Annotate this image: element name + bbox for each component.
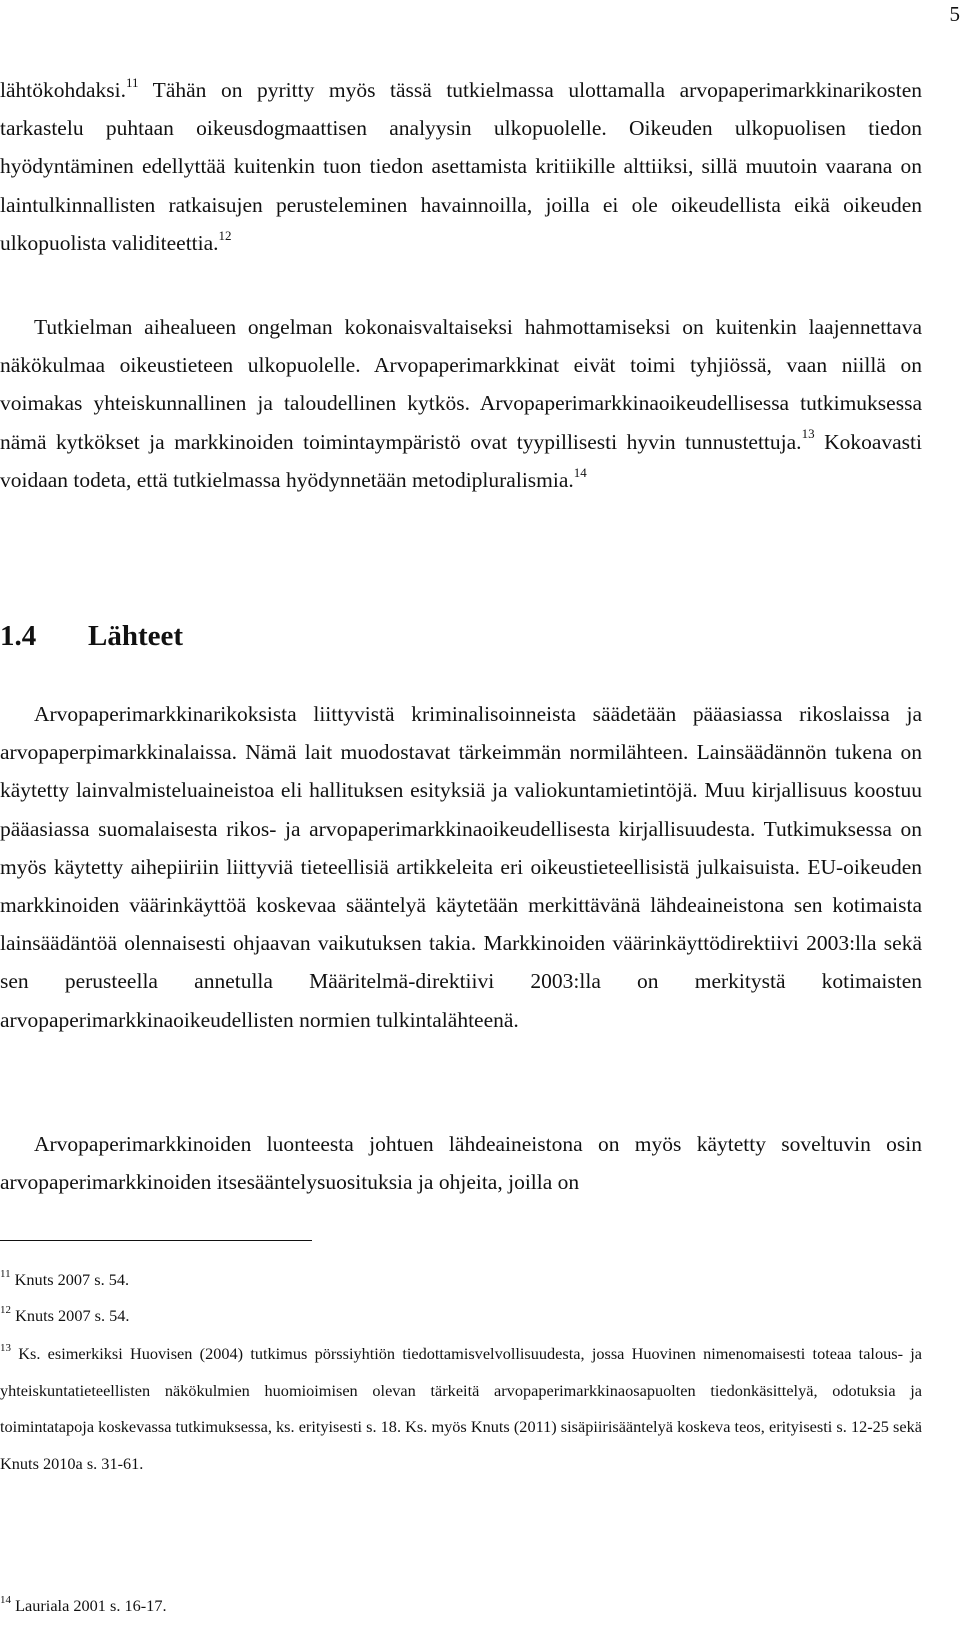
footnote-mark: 13 [0,1341,11,1354]
footnote-mark: 12 [0,1303,11,1316]
footnote-ref-12[interactable]: 12 [218,227,232,243]
paragraph-methodology-1 [0,71,922,262]
footnote-text: Knuts 2007 s. 54. [10,1270,130,1289]
footnote-mark: 14 [0,1593,11,1606]
footnote-11 [0,1262,922,1299]
footnote-mark: 11 [0,1267,11,1280]
section-title: Lähteet [88,620,184,652]
footnote-text: Lauriala 2001 s. 16-17. [11,1596,167,1615]
footnote-ref-14[interactable]: 14 [573,464,587,480]
paragraph-methodology-2 [0,308,922,499]
footnote-12 [0,1298,922,1335]
footnote-text: Ks. esimerkiksi Huovisen (2004) tutkimus pörssiyhtiön tiedottamisvelvollisuudesta, jossa Huovinen nimenomaisesti toteaa talous- ja yhteiskuntatieteellisten näkökulmien huomioimisen olevan tärkeitä arvopaperimarkkinaosapuolten tiedonkäsittelyä, odotuksia ja toimintatapoja koskevassa tutkimuksessa, ks. erityisesti s. 18. Ks. myös Knuts (2011) sisäpiirisääntelyä koskeva teos, erityisesti s. 12-25 sekä Knuts 2010a s. 31-61. [0,1344,922,1473]
paragraph-sources-1: Arvopaperimarkkinarikoksista liittyvistä kriminalisoinneista säädetään pääasiassa rikoslaissa ja arvopaperpimarkkinalaissa. Nämä lait muodostavat tärkeimmän normilähteen. Lainsäädännön tukena on käytetty lainvalmisteluaineistoa eli hallituksen esityksiä ja valiokuntamietintöjä. Muu kirjallisuus koostuu pääasiassa suomalaisesta rikos- ja arvopaperimarkkinaoikeudellisesta kirjallisuudesta. Tutkimuksessa on myös käytetty aihepiiriin liittyviä tieteellisiä artikkeleita eri oikeustieteellisistä julkaisuista. EU-oikeuden markkinoiden väärinkäyttöä koskevaa sääntelyä käytetään merkittävänä lähdeaineistona sen kotimaista lainsäädäntöä olennaisesti ohjaavan vaikutuksen takia. Markkinoiden väärinkäyttödirektiivi 2003:lla sekä sen perusteella annetulla Määritelmä-direktiivi 2003:lla on merkitystä kotimaisten arvopaperimarkkinaoikeudellisten normien tulkintalähteenä. [0,702,922,1032]
paragraph-sources-2: Arvopaperimarkkinoiden luonteesta johtuen lähdeaineistona on myös käytetty soveltuvin osin arvopaperimarkkinoiden itsesääntelysuosituksia ja ohjeita, joilla on [0,1132,922,1195]
footnote-13 [0,1336,922,1482]
section-heading [0,616,183,656]
paragraph-text: Kokoavasti voidaan todeta, että tutkielmassa hyödynnetään metodipluralismia. [0,429,922,492]
paragraph-text: Tähän on pyritty myös tässä tutkielmassa ulottamalla arvopaperimarkkinarikosten tarkastelu puhtaan oikeusdogmaattisen analyysin ulkopuolelle. Oikeuden ulkopuolisen tiedon hyödyntäminen edellyttää kuitenkin tuon tiedon asettamista kritiikille alttiiksi, sillä muutoin vaarana on laintulkinnallisten ratkaisujen perusteleminen havainnoilla, joilla ei ole oikeudellista eikä oikeuden ulkopuolista validiteettia. [0,78,922,255]
section-number: 1.4 [0,620,37,652]
paragraph-text: lähtökohdaksi. [0,78,126,102]
footnote-ref-11[interactable]: 11 [126,74,139,90]
footnote-text: Knuts 2007 s. 54. [11,1306,130,1325]
footnote-separator [0,1240,312,1241]
footnote-14 [0,1588,922,1625]
page-number: 5 [949,2,960,26]
paragraph-text: Tutkielman aihealueen ongelman kokonaisvaltaiseksi hahmottamiseksi on kuitenkin laajennettava näkökulmaa oikeustieteen ulkopuolelle. Arvopaperimarkkinat eivät toimi tyhjiössä, vaan niillä on voimakas yhteiskunnallinen ja taloudellinen kytkös. Arvopaperimarkkinaoikeudellisessa tutkimuksessa nämä kytkökset ja markkinoiden toimintaympäristö ovat tyypillisesti hyvin tunnustettuja. [0,315,922,454]
footnote-ref-13[interactable]: 13 [801,426,815,442]
